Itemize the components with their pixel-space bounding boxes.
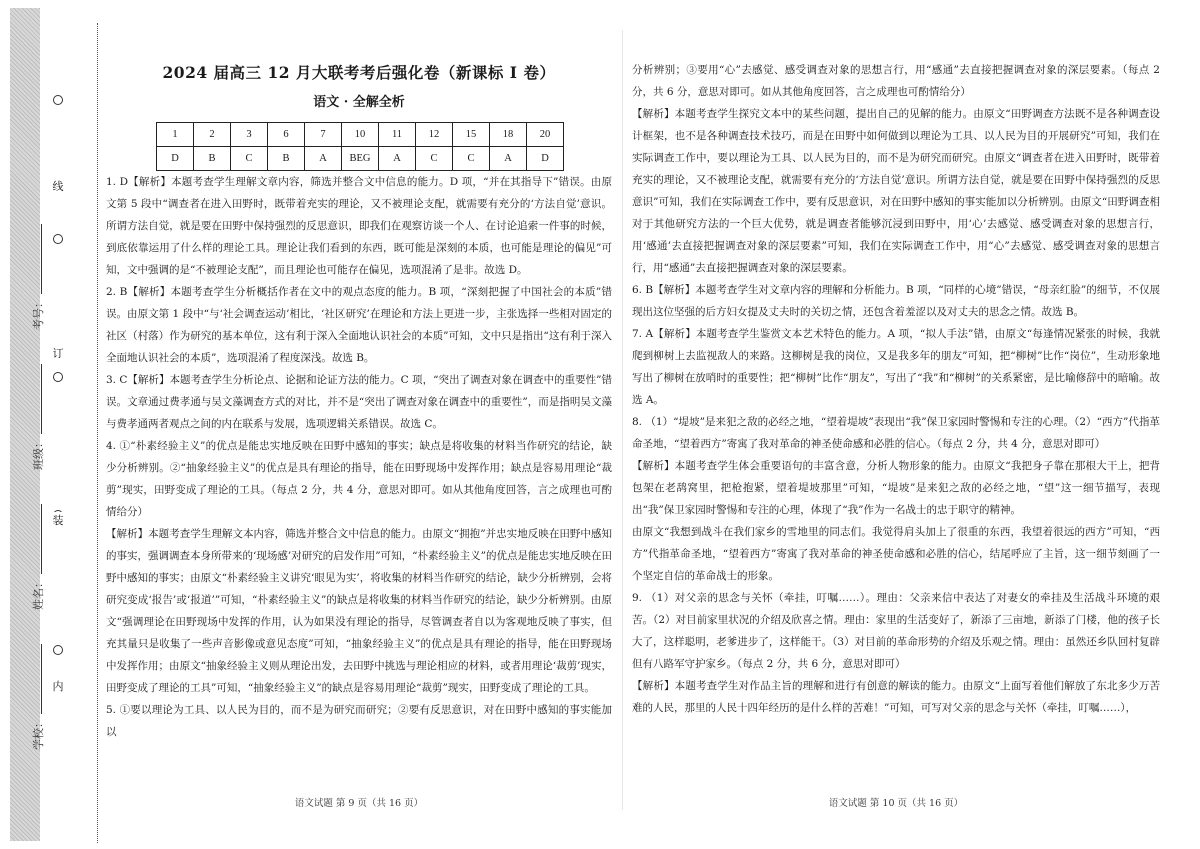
question-number: 2 <box>194 123 231 147</box>
question-number: 12 <box>416 123 453 147</box>
answer-cell: A <box>305 147 342 171</box>
right-body-text <box>632 59 1160 719</box>
analysis-paragraph: 【解析】本题考查学生理解文本内容，筛选并整合文中信息的能力。由原文“拥抱”并忠实地反映在田野中感知的事实，强调调查本身所带来的‘现场感’对研究的启发作用”可知，“朴素经验主义”的优点是能忠实地反映在田野中感知的事实；由原文“朴素经验主义讲究‘眼见为实’，将收集的材料当作研究的结论，缺少分析辨别，会将研究变成‘报告’或‘报道’”可知，“朴素经验主义”的缺点是将收集的材料当作研究的结论，缺少分析辨别。由原文“强调理论在田野现场中发挥的作用，认为如果没有理论的指导，尽管调查者自以为客观地反映了事实，但充其量只是收集了一些声音影像或意见态度”可知，“抽象经验主义”的优点是具有理论的指导，能在田野现场中发挥作用；由原文“抽象经验主义则从理论出发，去田野中挑选与理论相应的材料，或者用理论‘裁剪’现实，田野变成了理论的工具”可知，“抽象经验主义”的缺点是容易用理论“裁剪”现实，田野变成了理论的工具。 <box>106 528 612 694</box>
answer-paragraph: 9. （1）对父亲的思念与关怀（牵挂，叮嘱……）。理由：父亲来信中表达了对妻女的牵挂及生活战斗环境的艰苦。（2）对目前家里状况的介绍及欣喜之情。理由：家里的生活变好了，新添了三亩地，新添了门楼，他的孩子长大了，这样聪明，老爹进步了，这样能干。（3）对目前的革命形势的介绍及乐观之情。理由：虽然还乡队回村复辟但有八路军守护家乡。（每点 2 分，共 6 分，意思对即可） <box>632 592 1160 670</box>
document-title: 2024 届高三 12 月大联考考后强化卷（新课标 I 卷） <box>162 63 556 82</box>
page-footer: 语文试题 第 10 页（共 16 页） <box>828 798 964 809</box>
question-number: 11 <box>379 123 416 147</box>
xuexiao-label: 学校： <box>32 717 45 750</box>
answer-cell: C <box>453 147 490 171</box>
left-body-text <box>106 171 612 743</box>
punch-hole-icon <box>53 372 63 382</box>
question-number: 7 <box>305 123 342 147</box>
analysis-paragraph: 【解析】本题考查学生对作品主旨的理解和进行有创意的解读的能力。由原文“上面写着他们解放了东北多少万苦难的人民，那里的人民十四年经历的是什么样的苦难！”可知，可写对父亲的思念与关怀（牵挂，叮嘱……）， <box>632 680 1160 714</box>
page-divider <box>622 30 623 810</box>
analysis-paragraph: 由原文“我想到战斗在我们家乡的雪地里的同志们。我觉得肩头加上了很重的东西，我望着很远的西方”可知，“西方”代指革命圣地，“望着西方”寄寓了我对革命的神圣使命感和必胜的信心，结尾呼应了主旨，这一细节刻画了一个坚定自信的革命战士的形象。 <box>632 526 1160 582</box>
answer-table-answer-row <box>157 147 564 171</box>
document-subtitle: 语文 · 全解全析 <box>313 95 405 110</box>
question-number: 6 <box>268 123 305 147</box>
answer-cell: BEG <box>342 147 379 171</box>
gutter-field-banji <box>30 364 46 470</box>
question-number: 10 <box>342 123 379 147</box>
cut-dotted-line <box>97 23 98 843</box>
banji-label: 班级： <box>32 437 45 470</box>
answer-cell: D <box>157 147 194 171</box>
punch-hole-icon <box>53 234 63 244</box>
answer-paragraph: 1. D【解析】本题考查学生理解文章内容，筛选并整合文中信息的能力。D 项，“并在其指导下”错误。由原文第 5 段中“调查者在进入田野时，既带着充实的理论，又不被理论支配，就需要有充分的‘方法自觉’意识。所谓方法自觉，就是要在田野中保持强烈的反思意识，即我们在观察访谈一个人、在讨论追索一件事的时候，到底依靠运用了什么样的理论工具。理论让我们看到的东西，既可能是深刻的本质，也可能是理论的偏见”可知，文中强调的是“不被理论支配”，而且理论也可能存在偏见，选项混淆了是非。故选 D。 <box>106 176 612 276</box>
gutter-mark-zhuang: 装 <box>50 512 66 528</box>
question-number: 18 <box>490 123 527 147</box>
answer-cell: B <box>268 147 305 171</box>
answer-table <box>156 122 564 171</box>
left-page <box>106 0 612 849</box>
right-page <box>632 0 1160 849</box>
question-number: 20 <box>527 123 564 147</box>
answer-paragraph: 分析辨别；③要用“心”去感觉、感受调查对象的思想言行，用“感通”去直接把握调查对象的深层要素。（每点 2 分，共 6 分，意思对即可。如从其他角度回答，言之成理也可酌情给分） <box>632 64 1160 98</box>
gutter-mark-xian: 线 <box>50 178 66 194</box>
gutter-field-xuexiao <box>30 644 46 750</box>
gutter-mark-nei: 内 <box>50 678 66 694</box>
answer-paragraph: 5. ①要以理论为工具、以人民为目的，而不是为研究而研究；②要有反思意识，对在田野中感知的事实能加以 <box>106 704 612 738</box>
answer-cell: B <box>194 147 231 171</box>
answer-cell: C <box>416 147 453 171</box>
analysis-paragraph: 【解析】本题考查学生探究文本中的某些问题，提出自己的见解的能力。由原文“田野调查方法既不是各种调查设计框架，也不是各种调查技术技巧，而是在田野中如何做到以理论为工具、以人民为目的开展研究”可知，我们在实际调查工作中，要以理论为工具、以人民为目的，而不是为研究而研究。由原文“调查者在进入田野时，既带着充实的理论，又不被理论支配，就需要有充分的‘方法自觉’意识。所谓方法自觉，就是要在田野中保持强烈的反思意识”可知，我们在实际调查工作中，要有反思意识，对在田野中感知的事实能加以分析辨别。由原文“田野调查相对于其他研究方法的一个巨大优势，就是调查者能够沉浸到田野中，用‘心’去感觉、感受调查对象的思想言行，用‘感通’去直接把握调查对象的深层要素”可知，我们在实际调查工作中，用“心”去感觉、感受调查对象的思想言行，用“感通”去直接把握调查对象的深层要素。 <box>632 108 1160 274</box>
page-footer: 语文试题 第 9 页（共 16 页） <box>294 798 424 809</box>
analysis-paragraph: 【解析】本题考查学生体会重要语句的丰富含意，分析人物形象的能力。由原文“我把身子靠在那根大干上，把背包架在老鸹窝里，把枪抱紧，望着堤坡那里”可知，“堤坡”是来犯之敌的必经之地，“望”这一细节描写，表现出“我”保卫家园时警惕和专注的心理，体现了“我”作为一名战士的忠于职守的精神。 <box>632 460 1160 516</box>
answer-paragraph: 3. C【解析】本题考查学生分析论点、论据和论证方法的能力。C 项，“突出了调查对象在调查中的重要性”错误。文章通过费孝通与吴文藻调查方式的对比，并不是“突出了调查对象在调查中的重要性”，而是指明吴文藻与费孝通两者观点之间的内在联系与发展，选项逻辑关系错误。故选 C。 <box>106 374 612 430</box>
answer-paragraph: 7. A【解析】本题考查学生鉴赏文本艺术特色的能力。A 项，“拟人手法”错，由原文“每逢情况紧张的时候，我就爬到柳树上去监视敌人的来路。这柳树是我的岗位，又是我多年的朋友”可知，把“柳树”比作“岗位”，生动形象地写出了柳树在放哨时的重要性；把“柳树”比作“朋友”，写出了“我”和“柳树”的关系紧密，是比喻修辞中的暗喻。故选 A。 <box>632 328 1160 406</box>
answer-table-number-row <box>157 123 564 147</box>
answer-paragraph: 2. B【解析】本题考查学生分析概括作者在文中的观点态度的能力。B 项，“深刻把握了中国社会的本质”错误。由原文第 1 段中“与‘社会调查运动’相比，‘社区研究’在理论和方法上更进一步，主张选择一些相对固定的社区（村落）作为研究的基本单位，这有利于深入全面地认识社会的本质”可知，文中只是指出“这有利于深入全面地认识社会的本质”，选项混淆了程度深浅。故选 B。 <box>106 286 613 364</box>
gutter-mark-ding: 订 <box>50 345 66 361</box>
answer-paragraph: 8. （1）“堤坡”是来犯之敌的必经之地，“望着堤坡”表现出“我”保卫家园时警惕和专注的心理。（2）“西方”代指革命圣地，“望着西方”寄寓了我对革命的神圣使命感和必胜的信心。（每点 2 分，共 4 分，意思对即可） <box>632 416 1160 450</box>
answer-cell: A <box>379 147 416 171</box>
answer-cell: D <box>527 147 564 171</box>
punch-hole-icon <box>53 645 63 655</box>
answer-cell: A <box>490 147 527 171</box>
answer-paragraph: 6. B【解析】本题考查学生对文章内容的理解和分析能力。B 项，“同样的心境”错误，“母亲红脸”的细节，不仅展现出这位坚强的后方妇女提及丈夫时的关切之情，还包含着羞涩以及对丈夫的思念之情。故选 B。 <box>632 284 1160 318</box>
question-number: 1 <box>157 123 194 147</box>
gutter-field-kaohao <box>30 224 46 330</box>
kaohao-label: 考号： <box>32 297 45 330</box>
question-number: 15 <box>453 123 490 147</box>
answer-paragraph: 4. ①“朴素经验主义”的优点是能忠实地反映在田野中感知的事实；缺点是将收集的材料当作研究的结论，缺少分析辨别。②“抽象经验主义”的优点是具有理论的指导，能在田野现场中发挥作用；缺点是容易用理论“裁剪”现实，田野变成了理论的工具。（每点 2 分，共 4 分，意思对即可。如从其他角度回答，言之成理也可酌情给分） <box>106 440 612 518</box>
gutter-field-xingming <box>30 504 46 610</box>
question-number: 3 <box>231 123 268 147</box>
xingming-label: 姓名： <box>32 577 45 610</box>
answer-cell: C <box>231 147 268 171</box>
punch-hole-icon <box>53 95 63 105</box>
